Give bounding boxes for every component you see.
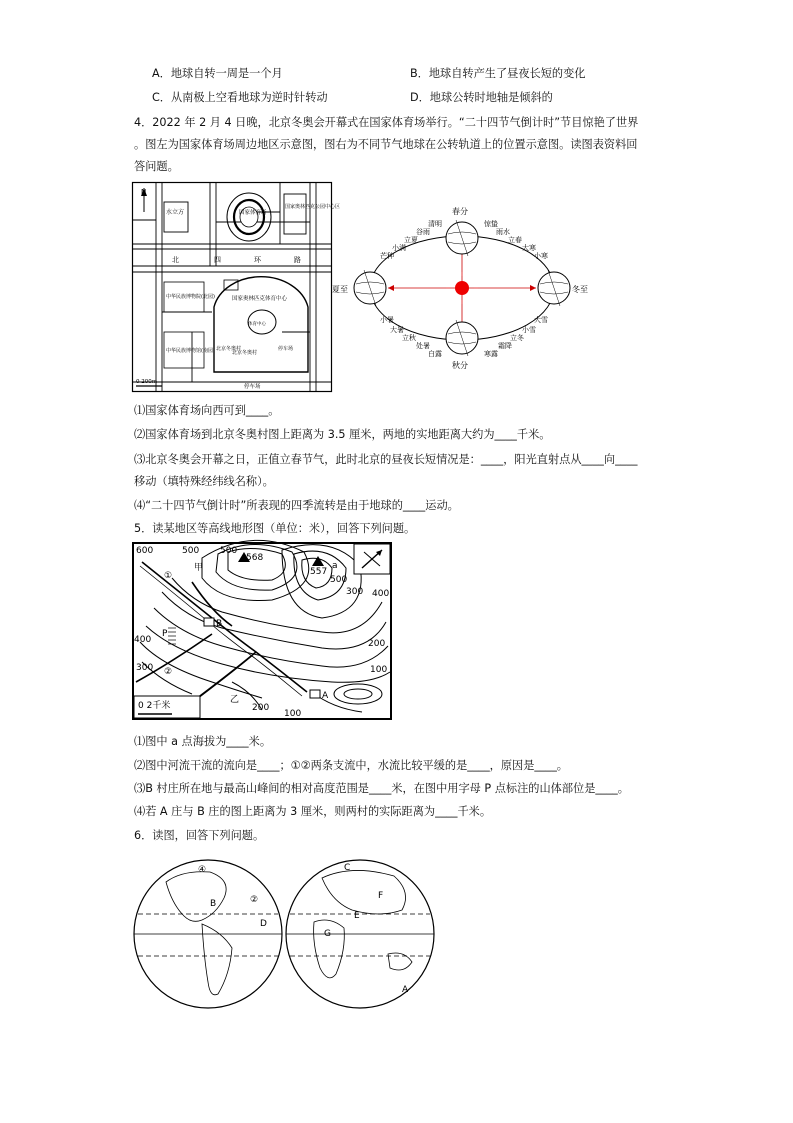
peak-568: 568 [246,553,264,563]
sports-pool-label: 体育中心 [248,322,266,327]
road-label-1: 北 [172,256,179,264]
autumn-equinox-label: 秋分 [452,361,468,370]
q3-option-a: A．地球自转一周是一个月 [152,67,283,80]
label-d: D [260,919,267,929]
contour-500-a: 500 [182,546,200,556]
contour-400-b: 400 [372,589,390,599]
term-br-0: 寒露 [484,350,498,358]
label-e: E [354,911,360,921]
term-tr-3: 大寒 [522,244,536,252]
ethnic-north-label: 中华民族博物院(北园) [166,294,215,300]
q4-sub1: ⑴国家体育场向西可到____。 [134,404,280,417]
parking-label-2: 停车场 [244,384,261,390]
term-br-4: 大雪 [534,316,548,324]
point-a: a [332,561,338,571]
village-a: A [322,691,329,701]
orbit-diagram [332,200,602,370]
label-c: C [344,863,351,873]
village-b: B [216,619,223,629]
label-circle-4: ④ [198,865,207,875]
peak-557: 557 [310,567,328,577]
village-label-2: 北京冬奥村 [232,350,258,356]
term-tr-4: 小寒 [534,252,548,260]
stadium-label: 国家体育场 [239,210,267,216]
contour-map [132,542,392,720]
term-tr-0: 惊蛰 [484,220,498,228]
road-label-3: 环 [254,256,261,264]
term-bl-3: 处暑 [416,342,430,350]
q3-option-d: D．地球公转时地轴是倾斜的 [410,91,553,104]
sports-center-label: 国家奥林匹克体育中心 [232,296,288,302]
contour-300-a: 300 [136,663,154,673]
contour-100-a: 100 [370,665,388,675]
q6-stem: 6．读图，回答下列问题。 [134,829,265,842]
road-label-4: 路 [294,256,301,264]
contour-400-a: 400 [134,635,152,645]
map-scale: 0 200m [136,379,158,385]
river-2: ② [164,667,173,677]
contour-300-b: 300 [346,587,364,597]
q5-stem: 5．读某地区等高线地形图（单位：米），回答下列问题。 [134,522,416,535]
term-tl-3: 小满 [392,244,406,252]
ethnic-south-label: 中华民族博物馆(南园) [166,348,215,354]
winter-solstice-label: 冬至 [572,285,588,294]
hemisphere-map [132,858,438,1010]
parking-label: 停车场 [278,346,294,352]
contour-600: 600 [136,546,154,556]
label-p: P [162,629,168,639]
q5-sub3: ⑶B 村庄所在地与最高山峰间的相对高度范围是____米，在图中用字母 P 点标注的山体部位是____。 [134,782,629,795]
contour-200-b: 200 [252,703,270,713]
label-yi: 乙 [230,695,240,705]
aquatics-label: 水立方 [166,209,185,216]
q3-option-c: C．从南极上空看地球为逆时针转动 [152,91,328,104]
q4-sub3a: ⑶北京冬奥会开幕之日，正值立春节气，此时北京的昼夜长短情况是：____，阳光直射点从____向____ [134,453,638,466]
label-circle-2: ② [250,895,259,905]
term-tr-2: 立春 [508,236,522,244]
label-b: B [210,899,217,909]
summer-solstice-label: 夏至 [332,285,348,294]
contour-500-c: 500 [330,575,348,585]
term-bl-1: 大暑 [390,326,404,334]
road-label-2: 四 [214,256,221,264]
term-tl-1: 谷雨 [416,228,430,236]
contour-200-a: 200 [368,639,386,649]
q4-sub3b: 移动（填特殊经纬线名称）。 [134,475,274,488]
term-tl-0: 清明 [428,220,442,228]
q4-sub4: ⑷“二十四节气倒计时”所表现的四季流转是由于地球的____运动。 [134,499,459,512]
term-tr-1: 雨水 [496,228,510,236]
term-bl-4: 白露 [428,350,442,358]
term-br-2: 立冬 [510,334,524,342]
contour-scale: 0 2千米 [138,701,171,711]
q4-sub2: ⑵国家体育场到北京冬奥村图上距离为 3.5 厘米，两地的实地距离大约为____千米。 [134,428,551,441]
north-label: N [141,188,147,196]
term-bl-0: 小暑 [380,316,394,324]
river-1: ① [164,571,173,581]
contour-100-b: 100 [284,709,302,719]
label-jia: 甲 [194,563,204,573]
label-g: G [324,929,331,939]
q4-stem-line2: 。图左为国家体育场周边地区示意图，图右为不同节气地球在公转轨道上的位置示意图。读图表资料回 [134,138,638,151]
q4-stem-line3: 答问题。 [134,160,179,173]
q5-sub1: ⑴图中 a 点海拔为____米。 [134,735,272,748]
term-br-1: 霜降 [498,342,512,350]
q4-stem-line1: 4．2022 年 2 月 4 日晚，北京冬奥会开幕式在国家体育场举行。“二十四节气倒计时”节目惊艳了世界 [134,116,639,129]
term-tl-2: 立夏 [404,236,418,244]
label-a: A [402,985,409,995]
q5-sub4: ⑷若 A 庄与 B 庄的图上距离为 3 厘米，则两村的实际距离为____千米。 [134,805,492,818]
term-bl-2: 立秋 [402,334,416,342]
q5-sub2: ⑵图中河流干流的流向是____；①②两条支流中，水流比较平缓的是____，原因是____。 [134,759,568,772]
center-area-label: 国家奥林匹克公园中心区 [285,204,341,210]
spring-equinox-label: 春分 [452,207,468,216]
contour-500-b: 500 [220,546,238,556]
term-br-3: 小雪 [522,326,536,334]
q3-option-b: B．地球自转产生了昼夜长短的变化 [410,67,586,80]
village-label: 北京冬奥村 [216,346,242,352]
label-f: F [378,891,384,901]
term-tl-4: 芒种 [380,252,394,260]
